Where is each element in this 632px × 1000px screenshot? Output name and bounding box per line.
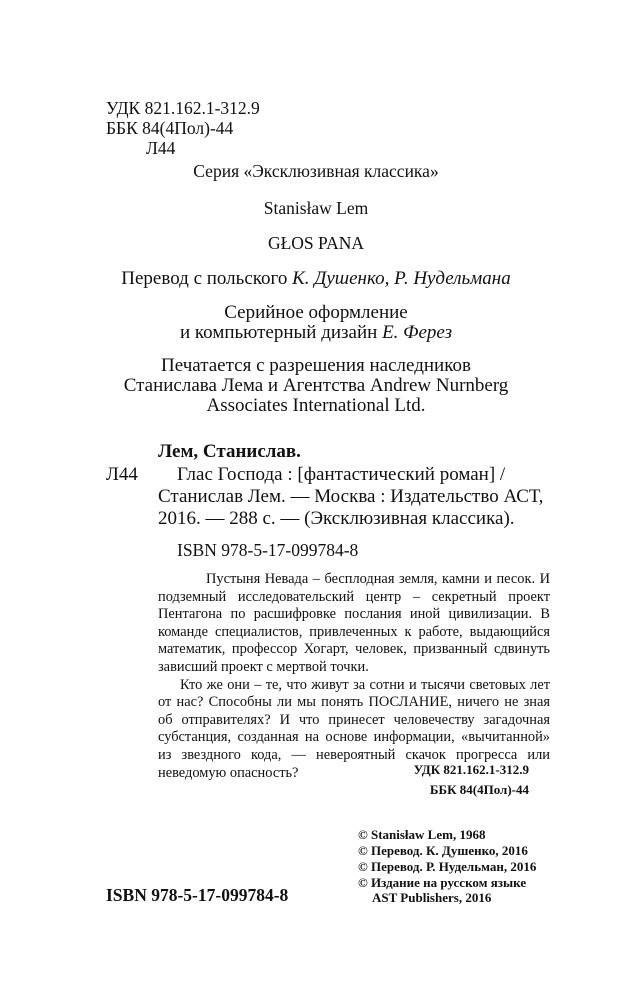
design-line-1: Серийное оформление xyxy=(224,302,408,323)
translation-prefix: Перевод с польского xyxy=(121,268,293,289)
author-mark: Л44 xyxy=(146,138,176,158)
copyright-edition: © Издание на русском языке xyxy=(358,875,527,890)
abstract-paragraph-2: Кто же они – те, что живут за сотни и тысячи световых лет от нас? Способны ли мы понять ПОСЛАНИЕ, ничего не зная об отправителях? И что принесет человечеству загадочная субстанция, созданная на основе информации, «вычитанной» из звездного кода, — невероятный скачок прогресса или неведомую опасность? xyxy=(158,676,550,781)
abstract-paragraph-1: Пустыня Невада – бесплодная земля, камни и песок. И подземный исследовательский центр – секретный проект Пентагона по расшифровке послания иной цивилизации. В команде специалистов, привлеченных к работе, выдающийся математик, профессор Хогарт, человек, призванный сдвинуть зависший проект с мертвой точки. xyxy=(158,571,550,675)
translators: К. Душенко, Р. Нудельмана xyxy=(292,268,511,289)
copyright-nudelman: © Перевод. Р. Нудельман, 2016 xyxy=(358,859,537,874)
abstract xyxy=(158,571,550,782)
copyright-dushenko: © Перевод. К. Душенко, 2016 xyxy=(358,843,528,858)
designer: Е. Ферез xyxy=(382,322,452,343)
design-line-2 xyxy=(0,322,632,343)
isbn-bottom: ISBN 978-5-17-099784-8 xyxy=(106,885,289,905)
copyright-publisher: AST Publishers, 2016 xyxy=(372,890,492,905)
catalog-mark: Л44 xyxy=(106,464,138,485)
copyright-lem: © Stanisław Lem, 1968 xyxy=(358,827,486,842)
catalog-line-1: Глас Господа : [фантастический роман] / xyxy=(177,464,506,485)
series-line: Серия «Эксклюзивная классика» xyxy=(193,161,439,181)
translation-line xyxy=(0,268,632,289)
catalog-isbn: ISBN 978-5-17-099784-8 xyxy=(177,540,359,560)
catalog-line-3: 2016. — 288 с. — (Эксклюзивная классика). xyxy=(158,508,515,529)
catalog-line-2: Станислав Лем. — Москва : Издательство АСТ, xyxy=(158,486,544,507)
permission-line-2: Станислава Лема и Агентства Andrew Nurnberg xyxy=(123,375,509,396)
catalog-author-heading: Лем, Станислав. xyxy=(158,441,301,462)
udk-code: УДК 821.162.1-312.9 xyxy=(106,98,260,118)
permission-line-1: Печатается с разрешения наследников xyxy=(161,355,471,376)
bbk-code-repeat: ББК 84(4Пол)-44 xyxy=(429,782,529,797)
bbk-code: ББК 84(4Пол)-44 xyxy=(106,118,234,138)
design-prefix: и компьютерный дизайн xyxy=(180,322,383,343)
title-original: GŁOS PANA xyxy=(267,233,365,253)
author-original: Stanisław Lem xyxy=(263,198,369,218)
udk-code-repeat: УДК 821.162.1-312.9 xyxy=(413,762,529,777)
permission-line-3: Associates International Ltd. xyxy=(206,395,426,416)
